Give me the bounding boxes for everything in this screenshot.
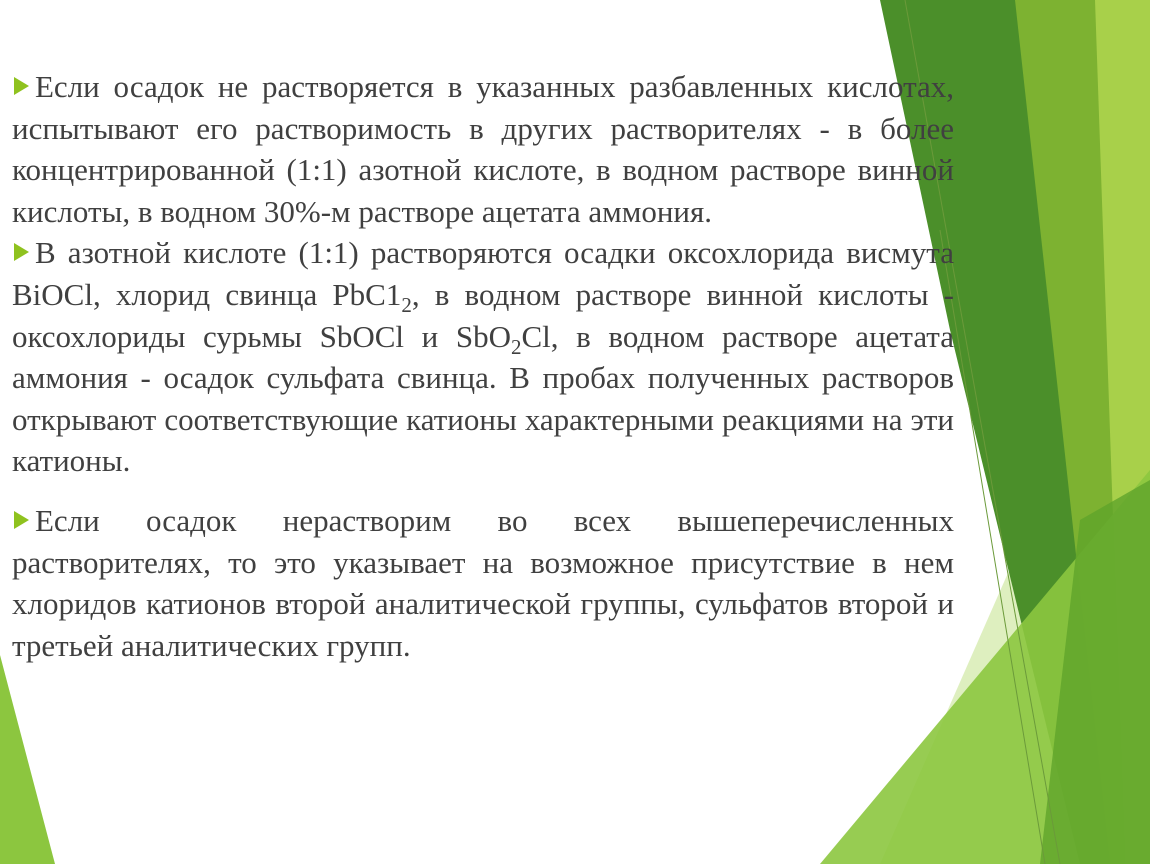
paragraph-1 [12,66,954,232]
subscript: 2 [510,334,522,359]
paragraph-text: Cl, в водном растворе ацетата аммония - осадок сульфата свинца. В пробах полученных растворов открывают соответствующие катионы характерными реакциями на эти катионы. [12,318,954,479]
slide-body [12,66,954,666]
triangle-bullet-icon [14,77,29,95]
paragraph-text: Если осадок не растворяется в указанных разбавленных кислотах, испытывают его растворимость в других растворителях - в более концентрированной (1:1) азотной кислоте, в водном растворе винной кислоты, в водном 30%-м растворе ацетата аммония. [12,69,954,229]
paragraph-text: Если осадок нерастворим во всех вышеперечисленных растворителях, то это указывает на возможное присутствие в нем хлоридов катионов второй аналитической группы, сульфатов второй и третьей аналитических групп. [12,502,954,663]
subscript: 2 [401,292,412,317]
paragraph-text: В азотной кислоте (1:1) растворяются осадки оксохлорида висмута BiOCl, хлорид свинца PbC1 [12,235,954,312]
triangle-bullet-icon [14,511,29,529]
triangle-bullet-icon [14,243,29,261]
paragraph-text: , в водном растворе винной кислоты - оксохлориды сурьмы SbOCl и SbO [12,276,954,354]
paragraph-3 [12,500,954,666]
paragraph-2 [12,232,954,482]
decor-bottom-left-triangle [0,655,55,864]
